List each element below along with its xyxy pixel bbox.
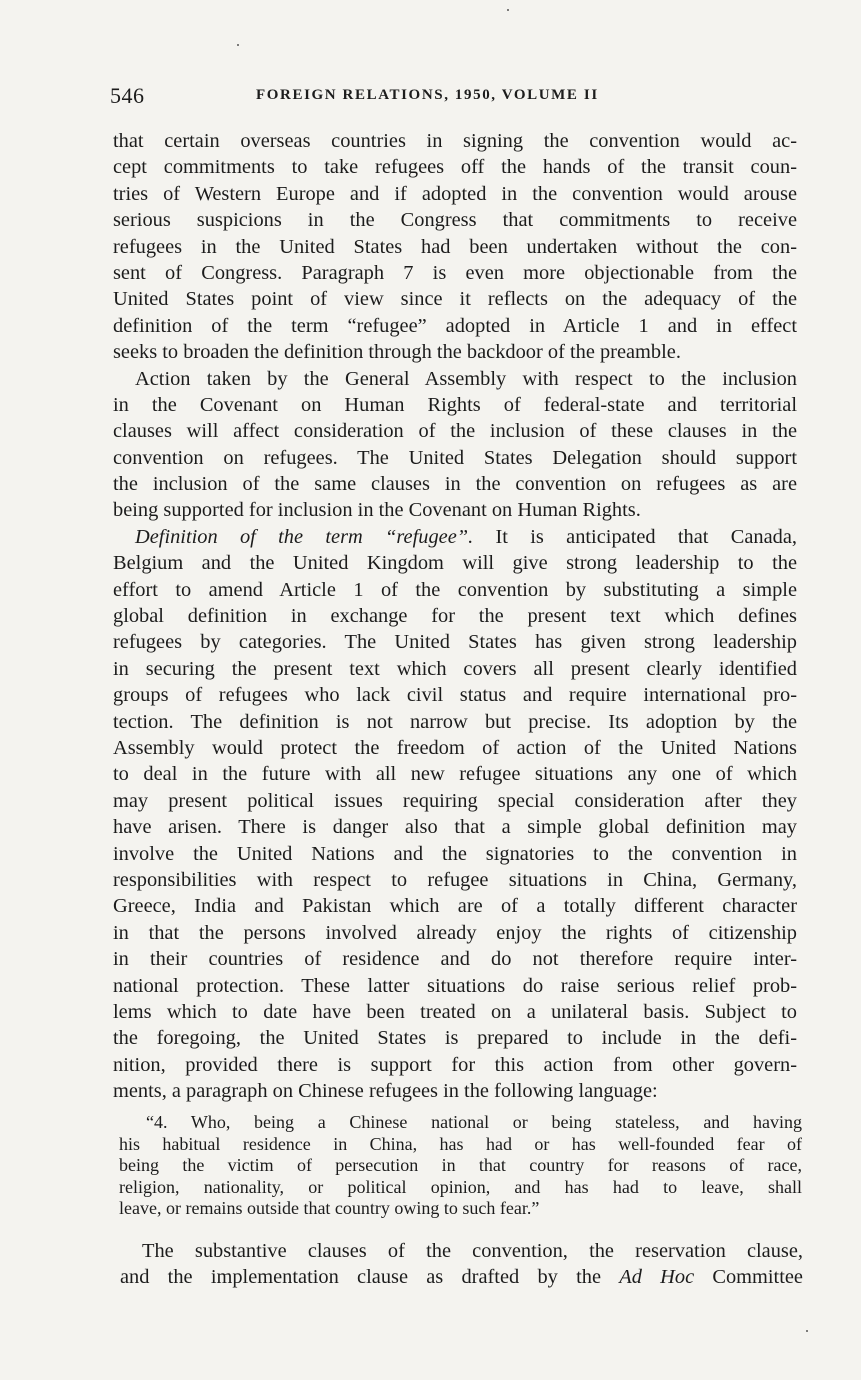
text-line: that certain overseas countries in signing the convention would ac- [113,130,797,152]
quote-line: “4. Who, being a Chinese national or being stateless, and having [146,1112,802,1132]
section-heading: Definition of the term “refugee”. [135,525,474,548]
text-line: in the Covenant on Human Rights of federal-state and territorial [113,393,797,416]
quote-line: his habitual residence in China, has had or has well-founded fear of [119,1133,802,1154]
text-line: being supported for inclusion in the Covenant on Human Rights. [113,499,641,522]
text-line: in their countries of residence and do not therefore require inter- [113,948,797,971]
text-line: responsibilities with respect to refugee situations in China, Germany, [113,868,797,891]
running-head: FOREIGN RELATIONS, 1950, VOLUME II [256,87,599,103]
scan-speck [507,9,509,11]
text-line: Greece, India and Pakistan which are of a totally different character [113,895,797,918]
text-line: definition of the term “refugee” adopted in Article 1 and in effect [113,314,797,337]
text-line: convention on refugees. The United States Delegation should support [113,446,797,469]
text-line: in securing the present text which covers all present clearly identified [113,657,797,680]
text-line: global definition in exchange for the present text which defines [113,605,797,628]
text-line: to deal in the future with all new refugee situations any one of which [113,763,797,786]
text-line: United States point of view since it reflects on the adequacy of the [113,288,797,311]
text-line: effort to amend Article 1 of the convention by substituting a simple [113,578,797,601]
text-line: tries of Western Europe and if adopted in the convention would arouse [113,182,797,205]
text-line: refugees by categories. The United States has given strong leadership [113,631,797,654]
text-line: Assembly would protect the freedom of action of the United Nations [113,736,797,759]
text-line: groups of refugees who lack civil status and require international pro- [113,684,797,707]
text-line: Definition of the term “refugee”. It is anticipated that Canada, [135,525,798,548]
text-line: sent of Congress. Paragraph 7 is even more objectionable from the [113,261,797,284]
text-line: in that the persons involved already enjoy the rights of citizenship [113,921,797,944]
italic-term: Ad Hoc [619,1266,695,1289]
text-line: have arisen. There is danger also that a simple global definition may [113,816,797,839]
text-line: may present political issues requiring special consideration after they [113,789,797,812]
main-text [113,128,797,1104]
text-line: refugees in the United States had been undertaken without the con- [113,235,797,258]
text-line: clauses will affect consideration of the inclusion of these clauses in the [113,420,797,443]
text-line: involve the United Nations and the signatories to the convention in [113,842,797,865]
quote-line: being the victim of persecution in that country for reasons of race, [119,1155,802,1176]
text-line: The substantive clauses of the convention, the reservation clause, [142,1240,803,1262]
quote-line: leave, or remains outside that country owing to such fear.” [119,1198,540,1219]
text-line: and the implementation clause as drafted by the Ad Hoc Committee [120,1266,803,1289]
text-line: the foregoing, the United States is prepared to include in the defi- [113,1027,797,1050]
text-line: the inclusion of the same clauses in the convention on refugees as are [113,473,797,496]
text-line: tection. The definition is not narrow but precise. Its adoption by the [113,710,797,733]
text-line: seeks to broaden the definition through the backdoor of the preamble. [113,341,681,364]
scan-speck [806,1330,808,1332]
closing-paragraph [120,1238,803,1291]
text-line: nition, provided there is support for this action from other govern- [113,1053,797,1076]
text-line: serious suspicions in the Congress that commitments to receive [113,209,797,232]
text-line: Action taken by the General Assembly with respect to the inclusion [135,367,797,390]
text-line: lems which to date have been treated on a unilateral basis. Subject to [113,1000,797,1023]
text-line: cept commitments to take refugees off the hands of the transit coun- [113,156,797,179]
quote-line: religion, nationality, or political opinion, and has had to leave, shall [119,1176,802,1197]
scan-speck [237,44,239,46]
page-number: 546 [110,83,145,108]
page-header [110,83,800,113]
text-line: ments, a paragraph on Chinese refugees in the following language: [113,1080,658,1103]
block-quote [119,1112,802,1220]
text-line: Belgium and the United Kingdom will give strong leadership to the [113,552,797,575]
text-line: national protection. These latter situations do raise serious relief prob- [113,974,797,997]
